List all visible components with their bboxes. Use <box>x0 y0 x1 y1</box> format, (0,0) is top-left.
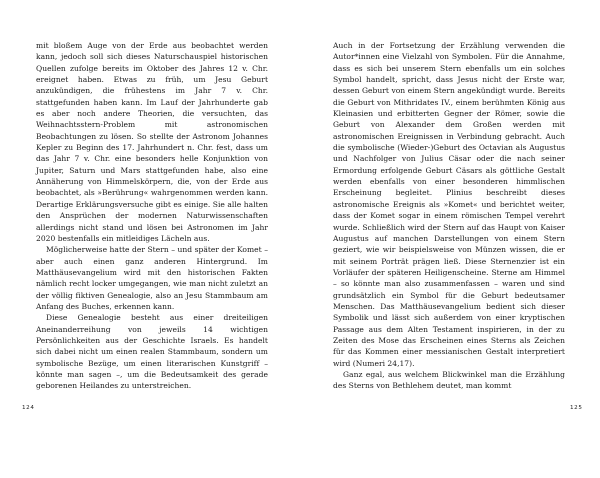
page-number: 125 <box>570 405 583 411</box>
right-page <box>300 0 600 478</box>
paragraph: Auch in der Fortsetzung der Erzählung verwenden die Autor*innen eine Vielzahl von Symbolen. Für die Annahme, dass es sich bei unserem Stern ebenfalls um ein solches Symbol handelt, spricht, dass Jesus nicht der Erste war, dessen Geburt von einem Stern angekündigt wurde. Bereits die Geburt von Mithridates IV., einem berühmten König aus Kleinasien und erbitterten Gegner der Römer, sowie die Geburt von Alexander dem Großen werden mit astronomischen Ereignissen in Verbindung gebracht. Auch die symbolische (Wieder-)Geburt des Octavian als Augustus und Nachfolger von Julius Cäsar oder die nach seiner Ermordung erfolgende Geburt Cäsars als göttliche Gestalt werden ebenfalls von einer besonderen himmlischen Erscheinung begleitet. Plinius beschreibt dieses astronomische Ereignis als »Komet« und berichtet weiter, dass der Komet sogar in einem römischen Tempel verehrt wurde. Schließlich wird der Stern auf das Haupt von Kaiser Augustus auf manchen Darstellungen von einem Stern geziert, wie wir beispielsweise von Münzen wissen, die er mit seinem Porträt prägen ließ. Diese Sternenzier ist ein Vorläufer der späteren Heiligenscheine. Sterne am Himmel – so könnte man also zusammenfassen – waren und sind grundsätzlich ein Symbol für die Geburt bedeutsamer Menschen. Das Matthäusevangelium bedient sich dieser Symbolik und lässt sich außerdem von einer kryptischen Passage aus dem Alten Testament inspirieren, in der zu Zeiten des Mose das Erscheinen eines Sterns als Zeichen für das Kommen einer messianischen Gestalt interpretiert wird (Numeri 24,17). <box>333 41 565 368</box>
paragraph: Diese Genealogie besteht aus einer dreiteiligen Aneinanderreihung von jeweils 14 wichtigen Persönlichkeiten aus der Geschichte Israels. Es handelt sich dabei nicht um einen realen Stammbaum, sondern um symbolische Bezüge, um einen literarischen Kunstgriff – könnte man sagen –, um die Bedeutsamkeit des gerade geborenen Heilandes zu unterstreichen. <box>36 313 268 391</box>
paragraph: Möglicherweise hatte der Stern – und später der Komet – aber auch einen ganz anderen Hintergrund. Im Matthäusevangelium wird mit den historischen Fakten nämlich recht locker umgegangen, wie man nicht zuletzt an der völlig fiktiven Genealogie, also an Jesu Stammbaum am Anfang des Buches, erkennen kann. <box>36 245 268 311</box>
left-page-text <box>36 40 268 392</box>
paragraph: Ganz egal, aus welchem Blickwinkel man die Erzählung des Sterns von Bethlehem deutet, man kommt <box>333 369 565 391</box>
paragraph: mit bloßem Auge von der Erde aus beobachtet werden kann, jedoch soll sich dieses Naturschauspiel historischen Quellen zufolge bereits im Oktober des Jahres 12 v. Chr. ereignet haben. Etwas zu früh, um Jesu Geburt anzukündigen, die frühestens im Jahr 7 v. Chr. stattgefunden haben kann. Im Lauf der Jahrhunderte gab es aber noch andere Theorien, die versuchten, das Weihnachtsstern-Problem mit astronomischen Beobachtungen zu lösen. So stellte der Astronom Johannes Kepler zu Beginn des 17. Jahrhundert n. Chr. fest, dass um das Jahr 7 v. Chr. eine besonders helle Konjunktion von Jupiter, Saturn und Mars stattgefunden habe, also eine Annäherung von Himmelskörpern, die, von der Erde aus beobachtet, als »Berührung« wahrgenommen werden kann. Derartige Erklärungsversuche gibt es einige. Sie alle halten den Ansprüchen der modernen Naturwissenschaften allerdings nicht stand und lösen bei Astronomen im Jahr 2020 bestenfalls ein mitleidiges Lächeln aus. <box>36 41 268 243</box>
page-number: 124 <box>22 405 35 411</box>
right-page-text <box>333 40 565 392</box>
